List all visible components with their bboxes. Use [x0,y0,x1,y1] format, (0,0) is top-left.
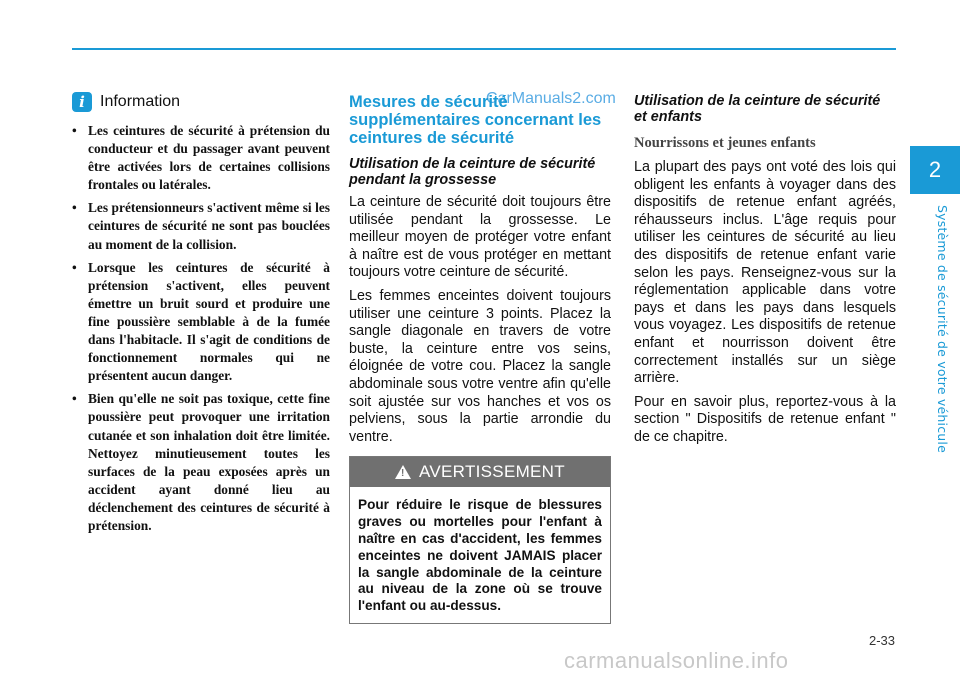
watermark-bottom: carmanualsonline.info [564,648,789,673]
watermark-top: CarManuals2.com [486,90,616,107]
pregnancy-subtitle: Utilisation de la ceinture de sécurité pendant la grossesse [349,156,596,188]
warning-triangle-icon: ! [395,465,411,479]
infants-subtitle: Nourrissons et jeunes enfants [634,135,816,151]
list-item: • Les ceintures de sécurité à prétension du conducteur et du passager avant peuvent être activées lors de certaines collisions frontales ou latérales. [72,122,330,194]
list-item: • Lorsque les ceintures de sécurité à prétension s'activent, elles peuvent émettre un bruit sourd et produire une fine poussière semblable à de la fumée dans l'habitacle. Il s'agit de conditions de fonctionnement normales qui ne présentent aucun danger. [72,259,330,386]
information-list [72,122,330,535]
chapter-number: 2 [928,157,942,182]
information-header [72,92,330,112]
paragraph: Pour en savoir plus, reportez-vous à la section " Dispositifs de retenue enfant " de ce chapitre. [634,393,896,445]
children-subtitle: Utilisation de la ceinture de sécurité et enfants [634,93,881,125]
info-icon: i [72,92,92,112]
warning-header [350,457,610,487]
children-section [634,93,896,453]
paragraph: La ceinture de sécurité doit toujours être utilisée pendant la grossesse. Le meilleur moyen de protéger votre enfant à naître est de vous protéger en mettant toujours votre ceinture de sécurité. [349,194,611,281]
list-item: • Les prétensionneurs s'activent même si les ceintures de sécurité ne sont pas bouclées au moment de la collision. [72,199,330,253]
warning-text: Pour réduire le risque de blessures graves ou mortelles pour l'enfant à naître en cas d'accident, les femmes enceintes ne doivent JAMAIS placer la sangle abdominale de la ceinture au niveau de la zone où se trouve l'enfant ou au-dessus. [358,497,602,614]
information-title: Information [100,93,181,110]
section-title: Mesures de sécurité supplémentaires concernant les ceintures de sécurité [349,93,602,147]
paragraph: La plupart des pays ont voté des lois qui obligent les enfants à voyager dans des dispositifs de retenue enfant agréés, réhausseurs inclus. L'âge requis pour utiliser les ceintures de sécurité au lieu des dispositifs de retenue enfant varie selon les pays. Renseignez-vous sur la réglementation applicable dans votre pays et dans les pays dans lesquels vous voyagez. Les dispositifs de retenue enfant et nourrisson doivent être correctement installés sur un siège arrière. [634,159,896,387]
information-box [72,92,330,540]
chapter-tab [910,146,960,194]
paragraph: Les femmes enceintes doivent toujours utiliser une ceinture 3 points. Placez la sangle diagonale en travers de votre buste, la ceinture entre vos seins, éloignée de votre cou. Placez la sangle abdominale sous votre ventre afin qu'elle soit ajustée sur vos hanches et vos os pelviens, sous la partie arrondie du ventre. [349,287,611,445]
warning-box [349,456,611,624]
warning-title: AVERTISSEMENT [419,462,565,482]
header-rule [72,48,896,50]
list-item: • Bien qu'elle ne soit pas toxique, cette fine poussière peut provoquer une irritation cutanée et son inhalation doit être limitée. Nettoyez minutieusement toutes les surfaces de la peau exposées après un accident ayant donné lieu au déclenchement des ceintures de sécurité à prétension. [72,390,330,535]
page-number: 2-33 [868,633,895,648]
chapter-side-title: Système de sécurité de votre véhicule [935,205,950,453]
pregnancy-section [349,93,611,624]
